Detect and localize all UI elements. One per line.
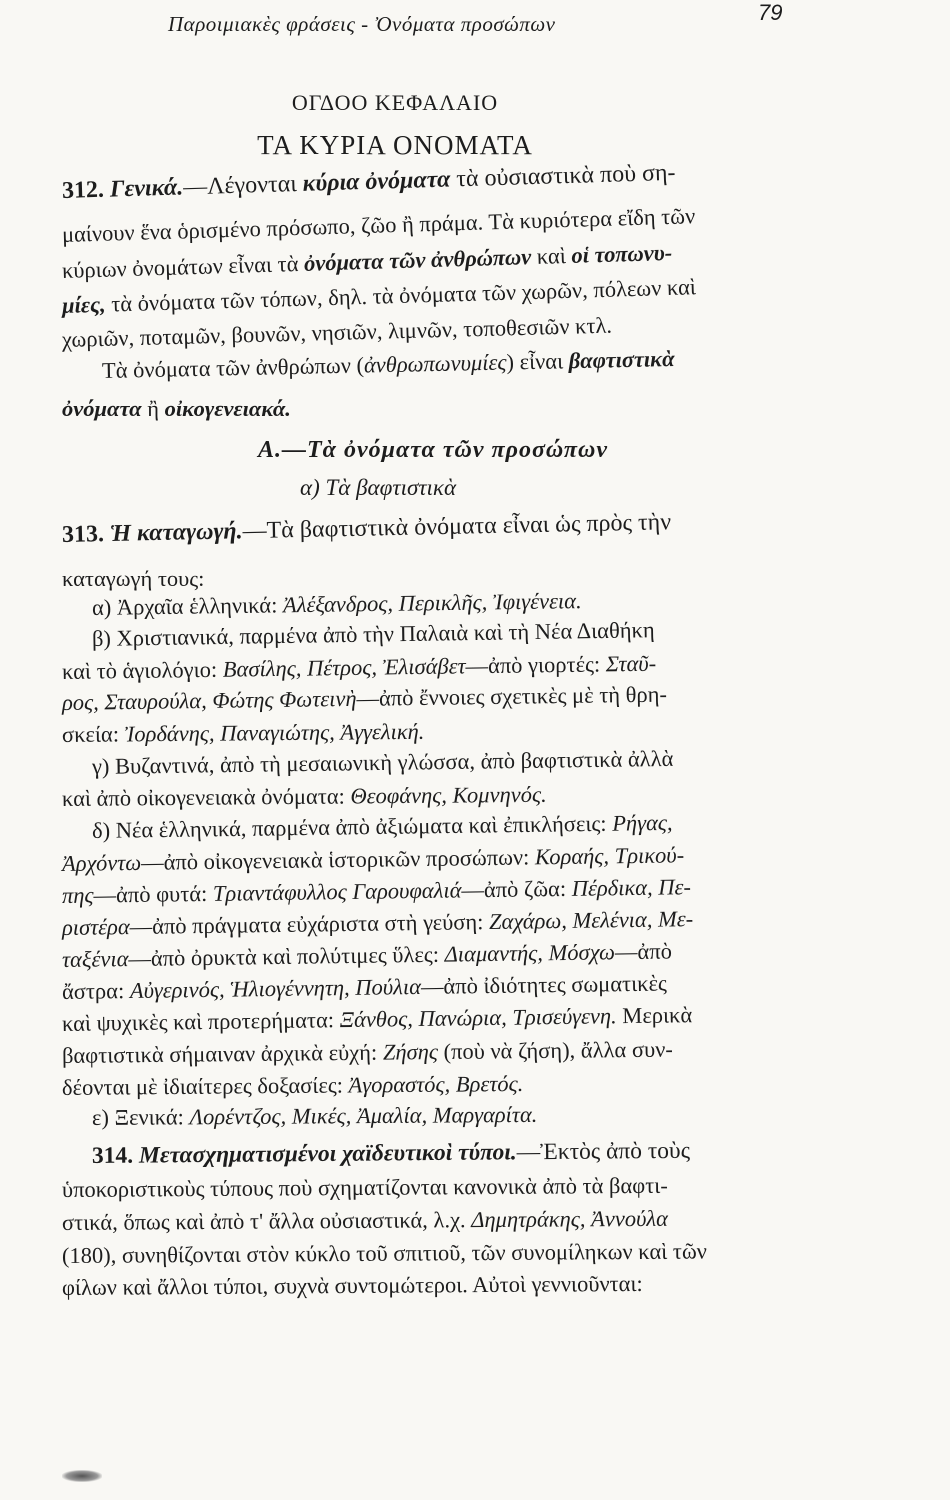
s313-line-2: καταγωγή τους: — [62, 566, 205, 591]
chapter-title: ΤΑ ΚΥΡΙΑ ΟΝΟΜΑΤΑ — [257, 130, 533, 160]
s313-line-9: καὶ ἀπὸ οἰκογενειακὰ ὀνόματα: Θεοφάνης, Κομνηνός. — [61, 781, 547, 811]
running-head: Παροιμιακὲς φράσεις - Ὀνόματα προσώπων — [168, 12, 556, 36]
s313-line-1: 313. Ἡ καταγωγή.—Τὰ βαφτιστικὰ ὀνόματα εἶναι ὡς πρὸς τὴν — [61, 509, 672, 548]
s314-heading: Μετασχηματισμένοι χαϊδευτικοὶ τύποι. — [138, 1139, 517, 1169]
s312-number: 312. — [61, 176, 111, 204]
s313-line-11: Ἀρχόντω—ἀπὸ οἰκογενειακὰ ἱστορικῶν προσώπων: Κοραής, Τρικού- — [61, 842, 685, 876]
s313-line-19: ε) Ξενικά: Λορέντζος, Μικές, Ἀμαλία, Μαργαρίτα. — [91, 1101, 538, 1130]
s313-line-5: καὶ τὸ ἁγιολόγιο: Βασίλης, Πέτρος, Ἐλισάβετ—ἀπὸ γιορτές: Σταῦ- — [61, 650, 657, 684]
subsection-a-heading: α) Τὰ βαφτιστικὰ — [300, 475, 457, 500]
s313-line-3: α) Ἀρχαῖα ἑλληνικά: Ἀλέξανδρος, Περικλῆς, Ἰφιγένεια. — [91, 588, 582, 620]
s313-line-14: ταξένια—ἀπὸ ὀρυκτὰ καὶ πολύτιμες ὕλες: Διαμαντής, Μόσχω—ἀπὸ — [61, 938, 673, 972]
s314-line-4: (180), συνηθίζονται στὸν κύκλο τοῦ σπιτιοῦ, τῶν συνομίληκων καὶ τῶν — [61, 1238, 707, 1268]
s312-heading: Γενικά. — [109, 174, 184, 203]
s313-number: 313. — [61, 520, 111, 548]
s313-line-10: δ) Νέα ἑλληνικά, παρμένα ἀπὸ ἀξιώματα καὶ ἐπικλήσεις: Ρήγας, — [91, 809, 673, 843]
s312-line-3: κύριων ὀνομάτων εἶναι τὰ ὀνόματα τῶν ἀνθρώπων καὶ οἱ τοπωνυ- — [61, 239, 673, 283]
s314-number: 314. — [91, 1142, 140, 1169]
s313-line-18: δέονται μὲ ἰδιαίτερες δοξασίες: Ἀγοραστός, Βρετός. — [61, 1070, 524, 1100]
chapter-number: ΟΓΔΟΟ ΚΕΦΑΛΑΙΟ — [291, 90, 499, 115]
s313-heading: Ἡ καταγωγή. — [109, 518, 243, 547]
page-number: 79 — [758, 0, 783, 25]
s313-line-6: ρος, Σταυρούλα, Φώτης Φωτεινὴ—ἀπὸ ἔννοιες σχετικὲς μὲ τὴ θρη- — [61, 681, 668, 715]
ink-smudge — [62, 1470, 102, 1482]
s313-line-8: γ) Βυζαντινά, ἀπὸ τὴ μεσαιωνικὴ γλώσσα, ἀπὸ βαφτιστικὰ ἀλλὰ — [91, 745, 674, 779]
s314-line-1: 314. Μετασχηματισμένοι χαϊδευτικοὶ τύποι.—Ἐκτὸς ἀπὸ τοὺς — [91, 1137, 691, 1169]
s313-line-12: πης—ἀπὸ φυτά: Τριαντάφυλλος Γαρουφαλιά—ἀπὸ ζῶα: Πέρδικα, Πε- — [61, 874, 692, 908]
s313-line-17: βαφτιστικὰ σήμαιναν ἀρχικὰ εὐχή: Ζήσης (ποὺ νὰ ζήση), ἄλλα συν- — [61, 1036, 673, 1068]
s312-line-1: 312. Γενικά.—Λέγονται κύρια ὀνόματα τὰ οὐσιαστικὰ ποὺ ση- — [61, 159, 676, 204]
s313-line-4: β) Χριστιανικά, παρμένα ἀπὸ τὴν Παλαιὰ καὶ τὴ Νέα Διαθήκη — [91, 617, 655, 651]
s313-line-13: ριστέρα—ἀπὸ πράγματα εὐχάριστα στὴ γεύση: Ζαχάρω, Μελένια, Με- — [61, 906, 694, 940]
s312-line-7: ὀνόματα ἢ οἰκογενειακά. — [62, 396, 291, 421]
s312-line-5: χωριῶν, ποταμῶν, βουνῶν, νησιῶν, λιμνῶν, τοποθεσιῶν κτλ. — [61, 312, 613, 352]
s314-line-3: στικά, ὅπως καὶ ἀπὸ τ' ἄλλα οὐσιαστικά, λ.χ. Δημητράκης, Ἀννούλα — [61, 1205, 669, 1235]
s314-line-5: φίλων καὶ ἄλλοι τύποι, συχνὰ συντομώτεροι. Αὐτοὶ γεννιοῦνται: — [61, 1270, 643, 1300]
s312-line-6: Τὰ ὀνόματα τῶν ἀνθρώπων (ἀνθρωπωνυμίες) εἶναι βαφτιστικὰ — [101, 346, 675, 383]
s312-line-4: μίες, τὰ ὀνόματα τῶν τόπων, δηλ. τὰ ὀνόματα τῶν χωρῶν, πόλεων καὶ — [61, 274, 697, 318]
s313-line-15: ἄστρα: Αὐγερινός, Ἡλιογέννητη, Πούλια—ἀπὸ ἰδιότητες σωματικὲς — [61, 970, 668, 1004]
section-a-heading: Α.—Τὰ ὀνόματα τῶν προσώπων — [258, 437, 608, 463]
s313-line-16: καὶ ψυχικὲς καὶ προτερήματα: Ξάνθος, Πανώρια, Τρισεύγενη. Μερικὰ — [61, 1002, 693, 1036]
s314-line-2: ὑποκοριστικοὺς τύπους ποὺ σχηματίζονται κανονικὰ ἀπὸ τὰ βαφτι- — [61, 1172, 668, 1202]
s312-line-2: μαίνουν ἕνα ὁρισμένο πρόσωπο, ζῶο ἢ πράμα. Τὰ κυριότερα εἴδη τῶν — [61, 203, 696, 247]
s313-line-7: σκεία: Ἰορδάνης, Παναγιώτης, Ἀγγελική. — [61, 718, 425, 747]
